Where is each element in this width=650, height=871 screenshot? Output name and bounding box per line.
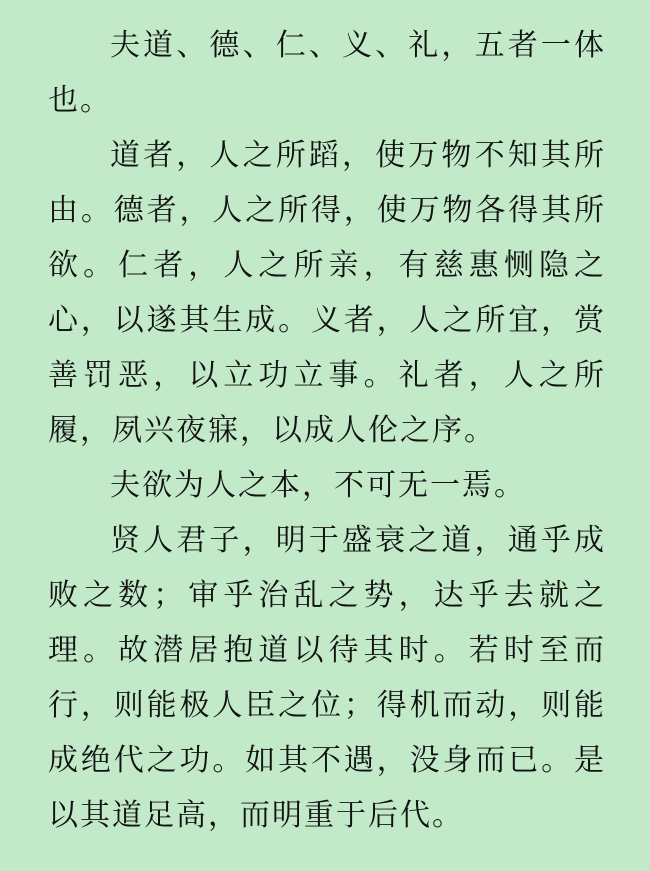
paragraph-five-virtues: 夫道、德、仁、义、礼，五者一体也。 bbox=[48, 28, 606, 118]
paragraph-definitions: 道者，人之所蹈，使万物不知其所由。德者，人之所得，使万物各得其所欲。仁者，人之所亲，有慈惠恻隐之心，以遂其生成。义者，人之所宜，赏善罚恶，以立功立事。礼者，人之所履，夙兴夜寐，以成人伦之序。 bbox=[48, 138, 606, 448]
paragraph-worthy-men: 贤人君子，明于盛衰之道，通乎成败之数；审乎治乱之势，达乎去就之理。故潜居抱道以待其时。若时至而行，则能极人臣之位；得机而动，则能成绝代之功。如其不遇，没身而已。是以其道足高，而明重于后代。 bbox=[48, 523, 606, 833]
paragraph-foundation: 夫欲为人之本，不可无一焉。 bbox=[110, 468, 526, 503]
